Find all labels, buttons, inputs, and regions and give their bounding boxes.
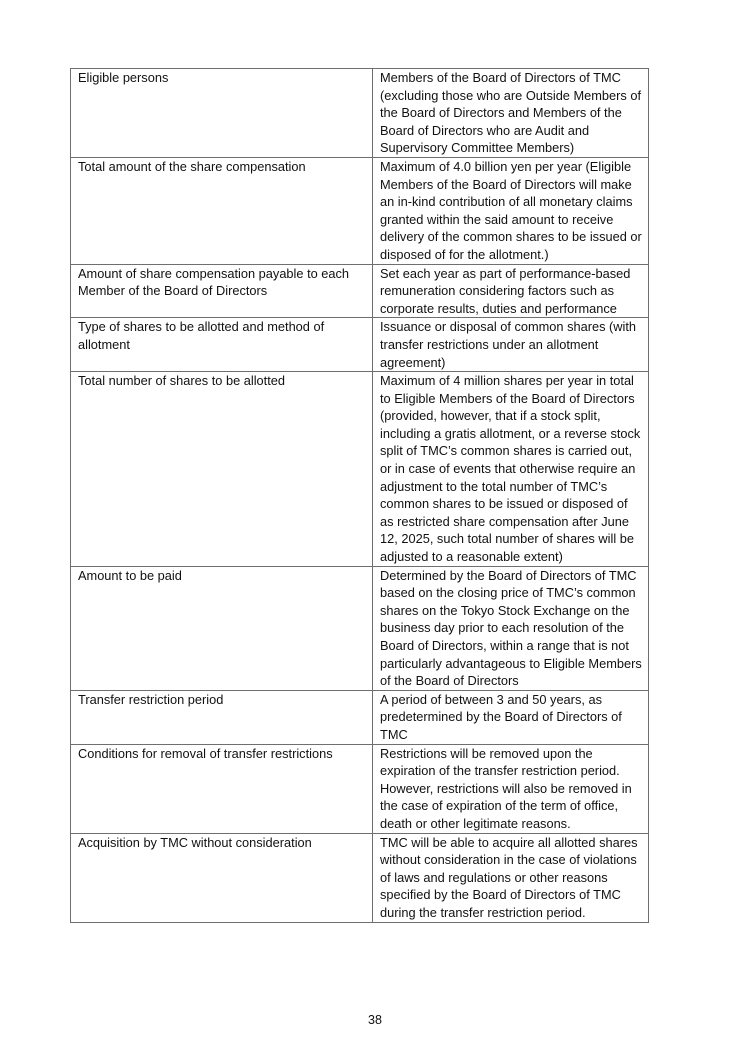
row-label: Eligible persons (71, 69, 373, 158)
row-value: Maximum of 4 million shares per year in total to Eligible Members of the Board of Directors (provided, however, that if a stock split, including a gratis allotment, or a reverse stock split of TMC’s common shares is carried out, or in case of events that otherwise require an adjustment to the total number of TMC’s common shares to be issued or disposed of as restricted share compensation after June 12, 2025, such total number of shares will be adjusted to a reasonable extent) (373, 372, 649, 567)
row-value: A period of between 3 and 50 years, as predetermined by the Board of Directors of TMC (373, 690, 649, 744)
page-number: 38 (368, 1013, 382, 1027)
table-row (71, 744, 649, 833)
row-label: Type of shares to be allotted and method of allotment (71, 318, 373, 372)
row-value: Determined by the Board of Directors of TMC based on the closing price of TMC’s common shares on the Tokyo Stock Exchange on the business day prior to each resolution of the Board of Directors, within a range that is not particularly advantageous to Eligible Members of the Board of Directors (373, 566, 649, 690)
row-label: Amount to be paid (71, 566, 373, 690)
share-compensation-table (70, 68, 649, 923)
row-label: Conditions for removal of transfer restrictions (71, 744, 373, 833)
row-value: TMC will be able to acquire all allotted shares without consideration in the case of violations of laws and regulations or other reasons specified by the Board of Directors of TMC during the transfer restriction period. (373, 833, 649, 922)
row-label: Acquisition by TMC without consideration (71, 833, 373, 922)
row-value: Set each year as part of performance-based remuneration considering factors such as corporate results, duties and performance (373, 264, 649, 318)
table-row (71, 264, 649, 318)
table-row (71, 157, 649, 264)
row-value: Members of the Board of Directors of TMC (excluding those who are Outside Members of the Board of Directors and Members of the Board of Directors who are Audit and Supervisory Committee Members) (373, 69, 649, 158)
row-label: Amount of share compensation payable to each Member of the Board of Directors (71, 264, 373, 318)
table-row (71, 69, 649, 158)
table-row (71, 833, 649, 922)
table-row (71, 566, 649, 690)
row-label: Total number of shares to be allotted (71, 372, 373, 567)
table-row (71, 318, 649, 372)
table-row (71, 690, 649, 744)
row-value: Maximum of 4.0 billion yen per year (Eligible Members of the Board of Directors will make an in-kind contribution of all monetary claims granted within the said amount to receive delivery of the common shares to be issued or disposed of for the allotment.) (373, 157, 649, 264)
row-value: Issuance or disposal of common shares (with transfer restrictions under an allotment agreement) (373, 318, 649, 372)
row-value: Restrictions will be removed upon the expiration of the transfer restriction period. However, restrictions will also be removed in the case of expiration of the term of office, death or other legitimate reasons. (373, 744, 649, 833)
row-label: Total amount of the share compensation (71, 157, 373, 264)
table-row (71, 372, 649, 567)
row-label: Transfer restriction period (71, 690, 373, 744)
